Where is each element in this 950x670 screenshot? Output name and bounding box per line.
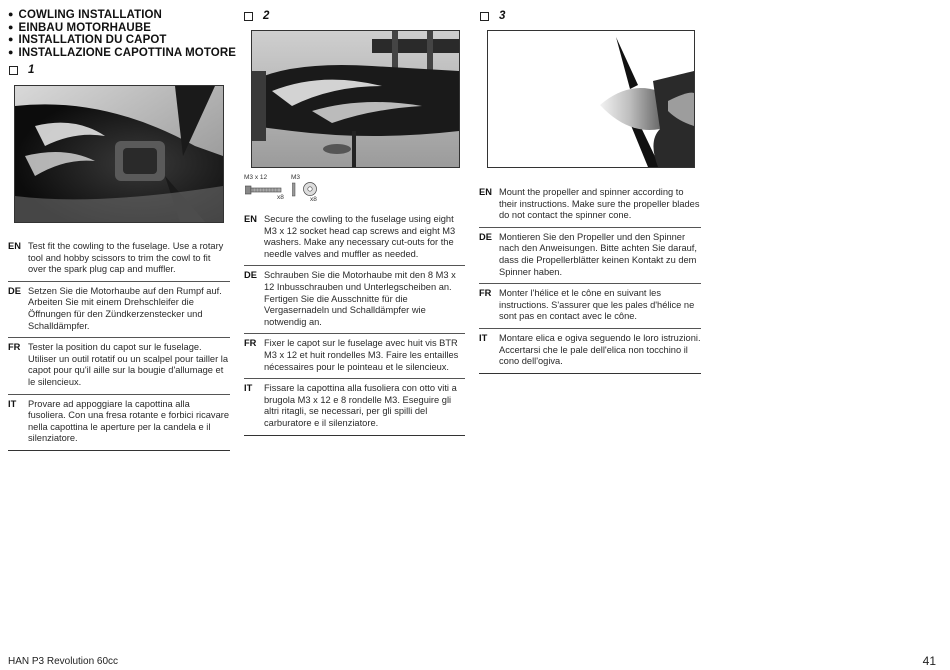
washer-quantity: x8: [310, 196, 317, 203]
step-3-checkbox[interactable]: [480, 12, 489, 21]
step-2-header: [244, 10, 269, 22]
step-3-row-it: [479, 329, 701, 374]
instruction-text: Secure the cowling to the fuselage using eight M3 x 12 socket head cap screws and eight M3 washers. Make any necessary cut-outs for the needle valves and muffler as needed.: [264, 214, 456, 259]
screw-label: M3 x 12: [244, 174, 268, 181]
lang-code: FR: [8, 342, 21, 353]
lang-code: IT: [8, 398, 17, 409]
step-2-text: [244, 210, 465, 436]
instruction-text: Setzen Sie die Motorhaube auf den Rumpf auf. Arbeiten Sie mit einem Drehschleifer die Öffnungen für den Zündkerzenstecker und Schalldämpfer.: [28, 285, 222, 331]
step-3-row-en: [479, 183, 701, 228]
step-3-header: [480, 10, 505, 22]
propeller-photo-illustration: [488, 31, 694, 167]
instruction-text: Provare ad appoggiare la capottina alla fusoliera. Con una fresa rotante e forbici ricavare nella capottina le aperture per la candela e il silenziatore.: [28, 398, 230, 444]
step-1-checkbox[interactable]: [9, 66, 18, 75]
instruction-text: Fissare la capottina alla fusoliera con otto viti a brugola M3 x 12 e 8 rondelle M3. Eseguire gli altri ritagli, se necessari, per gli spilli del carburatore e il silenziatore.: [264, 383, 457, 428]
step-3-number: 3: [499, 10, 506, 22]
step-3-photo: [487, 30, 695, 168]
step-2-row-de: [244, 266, 465, 334]
step-2-photo: [251, 30, 460, 168]
title-de: ● EINBAU MOTORHAUBE: [8, 22, 236, 35]
step-1-number: 1: [28, 64, 35, 76]
airplane-photo-illustration: [252, 31, 459, 167]
step-3-row-de: [479, 228, 701, 284]
instruction-text: Fixer le capot sur le fuselage avec huit vis BTR M3 x 12 et huit rondelles M3. Faire les entailles nécessaires pour le pointeau et le silencieux.: [264, 338, 459, 372]
step-2-number: 2: [263, 10, 270, 22]
washer-icon: [292, 182, 322, 203]
step-3-text: [479, 183, 701, 374]
lang-code: IT: [244, 383, 253, 394]
step-1-row-en: [8, 237, 230, 282]
lang-code: DE: [244, 270, 257, 281]
lang-code: DE: [8, 285, 21, 296]
instruction-text: Tester la position du capot sur le fuselage. Utiliser un outil rotatif ou un scalpel pour tailler la capot pour qu'il aille sur la bougie d'allumage et le silencieux.: [28, 342, 228, 387]
title-fr: ● INSTALLATION DU CAPOT: [8, 34, 236, 47]
step-1-header: [9, 64, 34, 76]
lang-code: EN: [479, 187, 492, 197]
lang-code: FR: [479, 288, 492, 299]
step-2-row-it: [244, 379, 465, 435]
step-2-row-fr: [244, 334, 465, 379]
instruction-text: Schrauben Sie die Motorhaube mit den 8 M3 x 12 Inbusschrauben und Unterlegscheiben an. Fertigen Sie die Ausschnitte für die Vergasernadeln und Schalldämpfer wie notwendig an.: [264, 270, 456, 327]
instruction-text: Monter l'hélice et le cône en suivant les instructions. S'assurer que les pales d'hélice ne sont pas en contact avec le cône.: [499, 288, 695, 322]
step-1-row-de: [8, 282, 230, 338]
lang-code: FR: [244, 338, 257, 349]
step-1-photo: [14, 85, 224, 223]
washer-label: M3: [291, 174, 301, 181]
step-1-text: [8, 237, 230, 451]
footer-product-name: HAN P3 Revolution 60cc: [8, 656, 119, 667]
page-number: 41: [922, 654, 936, 668]
lang-code: EN: [244, 214, 257, 224]
instruction-text: Montare elica e ogiva seguendo le loro istruzioni. Accertarsi che le pale dell'elica non tocchino il cono dell'ogiva.: [499, 332, 701, 367]
step-1-row-fr: [8, 338, 230, 394]
lang-code: DE: [479, 231, 492, 242]
step-3-row-fr: [479, 284, 701, 329]
instruction-text: Montieren Sie den Propeller und den Spinner nach den Anweisungen. Bitte achten Sie darauf, dass die Propellerblätter keinen Kontakt zu dem Spinner haben.: [499, 231, 697, 277]
step-2-row-en: [244, 210, 465, 266]
engine-photo-illustration: [15, 86, 223, 222]
title-en: ● COWLING INSTALLATION: [8, 9, 236, 22]
step-1-row-it: [8, 395, 230, 451]
step-2-checkbox[interactable]: [244, 12, 253, 21]
title-it: ● INSTALLAZIONE CAPOTTINA MOTORE: [8, 47, 236, 60]
section-title: [8, 9, 236, 59]
lang-code: EN: [8, 241, 21, 251]
instruction-text: Mount the propeller and spinner according to their instructions. Make sure the propeller blades do not contact the spinner cone.: [499, 187, 700, 221]
instruction-text: Test fit the cowling to the fuselage. Use a rotary tool and hobby scissors to trim the cowl to fit over the spark plug cap and muffler.: [28, 241, 224, 275]
lang-code: IT: [479, 332, 488, 343]
screw-quantity: x8: [277, 194, 284, 201]
